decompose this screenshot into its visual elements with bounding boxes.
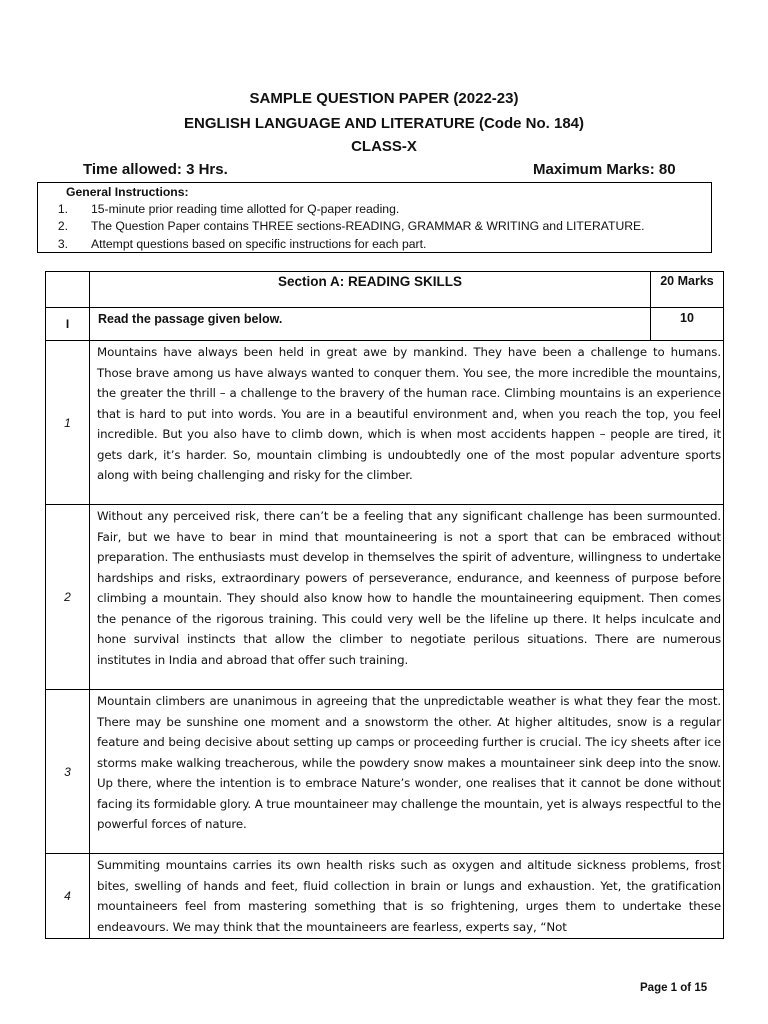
section-title-cell [90, 272, 651, 308]
question-row [46, 308, 724, 341]
instruction-item [38, 218, 711, 235]
instruction-number: 1. [57, 202, 68, 216]
general-instructions-box [37, 182, 712, 253]
question-label: Read the passage given below. [98, 312, 283, 326]
section-marks: 20 Marks [651, 272, 724, 308]
section-header-row [46, 272, 724, 308]
instruction-text: Attempt questions based on specific instructions for each part. [91, 236, 427, 251]
question-label-cell [90, 308, 651, 341]
passage-row [46, 341, 724, 505]
paragraph-text: Mountains have always been held in great awe by mankind. They have been a challenge to humans. Those brave among us have always wanted to conquer them. You see, the more incredible the mountains, the greater the thrill – a challenge to the bravery of the human race. Climbing mountains is an experience that is hard to put into words. You are in a beautiful environment and, when you reach the top, you feel incredible. But you also have to climb down, which is when most accidents happen – people are tired, it gets dark, it’s harder. So, mountain climbing is undoubtedly one of the most popular adventure sports along with being challenging and risky for the climber. [97, 345, 721, 482]
paper-title: SAMPLE QUESTION PAPER (2022-23) [249, 90, 519, 107]
paragraph-cell [90, 341, 724, 505]
instruction-text: The Question Paper contains THREE sections-READING, GRAMMAR & WRITING and LITERATURE. [91, 219, 645, 234]
maximum-marks: Maximum Marks: 80 [533, 161, 676, 178]
class-title: CLASS-X [351, 138, 417, 155]
empty-cell [46, 272, 90, 308]
general-instructions-title: General Instructions: [66, 185, 189, 199]
paragraph-number: 2 [46, 505, 90, 690]
paragraph-text: Summiting mountains carries its own health risks such as oxygen and altitude sickness problems, frost bites, swelling of hands and feet, fluid collection in brain or lungs and exhaustion. Yet, the gratification mountaineers feel from mastering something that is so frightening, urges them to undertake these endeavours. We may think that the mountaineers are fearless, experts say, “Not [97, 858, 721, 934]
paragraph-number: 4 [46, 854, 90, 939]
time-allowed: Time allowed: 3 Hrs. [83, 161, 228, 178]
question-marks: 10 [651, 308, 724, 341]
passage-row [46, 690, 724, 854]
instruction-text: 15-minute prior reading time allotted for Q-paper reading. [91, 202, 400, 216]
paragraph-number: 1 [46, 341, 90, 505]
question-number: I [46, 308, 90, 341]
page-number: Page 1 of 15 [640, 982, 708, 994]
paragraph-text: Mountain climbers are unanimous in agreeing that the unpredictable weather is what they fear the most. There may be sunshine one moment and a snowstorm the other. At higher altitudes, snow is a regular feature and being decisive about setting up camps or proceeding further is crucial. The icy sheets after ice storms make walking treacherous, while the powdery snow makes a mountaineer sink deep into the snow. Up there, where the intention is to embrace Nature’s wonder, one realises that it cannot be done without facing its formidable glory. A true mountaineer may challenge the mountain, yet is always respectful to the powerful forces of nature. [97, 694, 721, 831]
paragraph-text: Without any perceived risk, there can’t be a feeling that any significant challenge has been surmounted. Fair, but we have to bear in mind that mountaineering is not a sport that can be embraced without preparation. The enthusiasts must develop in themselves the spirit of adventure, willingness to undertake hardships and risks, extraordinary powers of perseverance, endurance, and keenness of purpose before climbing a mountain. They should also know how to handle the mountaineering equipment. Then comes the penance of the rigorous training. This could very well be the lifeline up there. It helps inculcate and hone survival instincts that allow the climber to negotiate perilous situations. There are numerous institutes in India and abroad that offer such training. [97, 509, 721, 667]
paragraph-number: 3 [46, 690, 90, 854]
reading-section-table [45, 271, 724, 939]
passage-row [46, 505, 724, 690]
section-title: Section A: READING SKILLS [277, 274, 462, 289]
instruction-number: 3. [57, 236, 68, 251]
subject-title: ENGLISH LANGUAGE AND LITERATURE (Code No. 184) [183, 115, 584, 132]
instruction-item [38, 236, 711, 253]
paragraph-cell [90, 690, 724, 854]
paragraph-cell [90, 505, 724, 690]
paragraph-cell [90, 854, 724, 939]
instruction-number: 2. [57, 219, 68, 234]
passage-row [46, 854, 724, 939]
instruction-item [38, 201, 711, 218]
